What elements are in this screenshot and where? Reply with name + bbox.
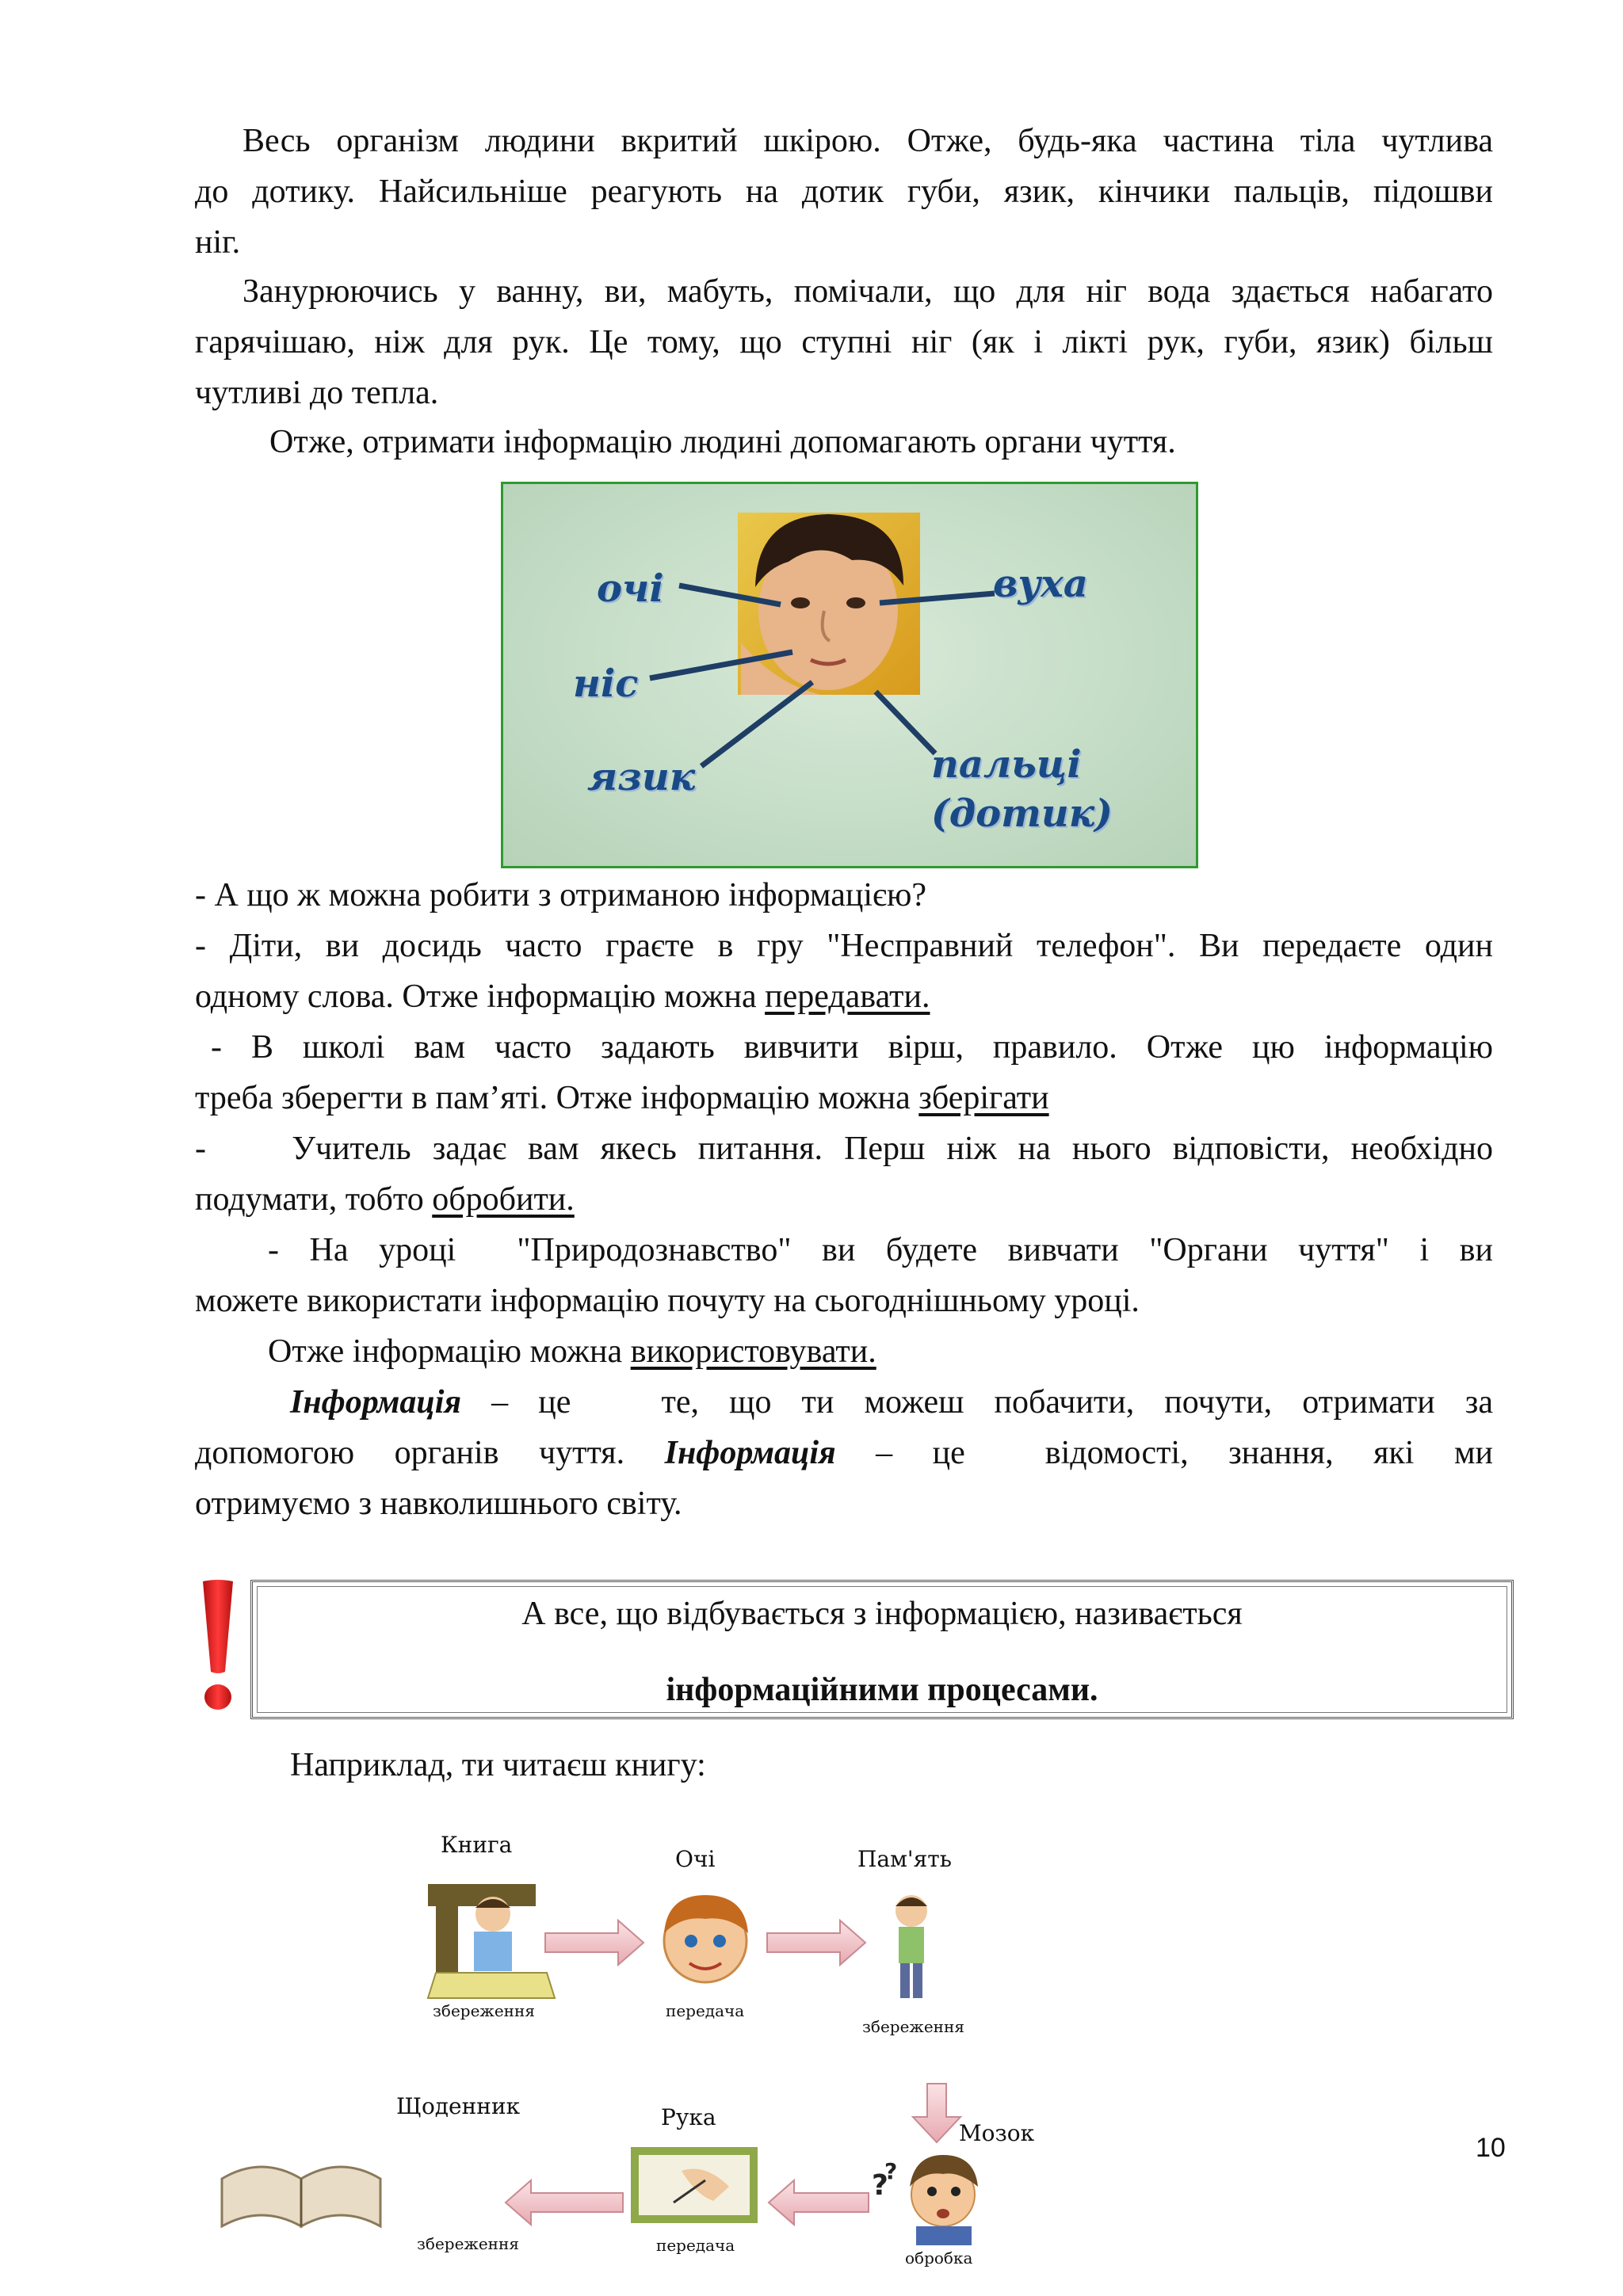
dialogue-4-line-1: - На уроці "Природознавство" ви будете вивчати "Органи чуття" і ви [268, 1232, 1493, 1268]
exclamation-icon [197, 1578, 239, 1713]
flow-caption-book: збереження [433, 2001, 535, 2020]
callout-box [250, 1580, 1514, 1719]
confused-boy-icon [872, 2155, 978, 2245]
paragraph-2-line-2: гарячішаю, ніж для рук. Це тому, що ступні ніг (як і лікті рук, губи, язик) більш [195, 324, 1493, 360]
label-eyes: очі [597, 566, 664, 611]
flow-caption-brain: обробка [905, 2248, 973, 2267]
dialogue-1-line-2 [195, 971, 930, 1022]
dialogue-3-line-1: - Учитель задає вам якесь питання. Перш ніж на нього відповісти, необхідно [195, 1131, 1493, 1167]
arrow-memory-to-brain [913, 2084, 960, 2142]
dialogue-2-line-2 [195, 1073, 1049, 1123]
page-number: 10 [1476, 2133, 1506, 2163]
flow-label-brain: Мозок [959, 2120, 1035, 2146]
open-book-icon [222, 2167, 380, 2226]
paragraph-1-line-2: до дотику. Найсильніше реагують на дотик губи, язик, кінчики пальців, підошви [195, 174, 1493, 210]
flow-label-hand: Рука [661, 2104, 716, 2130]
flow-label-eyes: Очі [675, 1846, 716, 1872]
keyword-transmit: передавати. [765, 978, 930, 1015]
senses-figure [501, 482, 1198, 868]
dialogue-4-line-2: можете використати інформацію почуту на сьогоднішньому уроці. [195, 1283, 1140, 1319]
flow-label-diary: Щоденник [396, 2093, 521, 2119]
label-tongue: язик [587, 755, 696, 799]
definition-line-2 [195, 1428, 1493, 1478]
definition-line-2-text: – це відомості, знання, які ми [835, 1435, 1493, 1471]
paragraph-1-line-1: Весь організм людини вкритий шкірою. Отже, будь-яка частина тіла чутлива [242, 123, 1493, 159]
flow-caption-hand: передача [656, 2236, 735, 2255]
definition-line-3: отримуємо з навколишнього світу. [195, 1486, 682, 1522]
flow-caption-eyes: передача [666, 2001, 745, 2020]
paragraph-2-line-3: чутливі до тепла. [195, 375, 439, 411]
book-reading-icon [428, 1884, 555, 1998]
definition-line-1 [290, 1377, 1493, 1428]
dialogue-2-line-1: - В школі вам часто задають вивчити вірш, правило. Отже цю інформацію [211, 1029, 1493, 1066]
writing-hand-icon [631, 2147, 758, 2223]
thinking-boy-icon [896, 1895, 927, 1998]
dialogue-3-text: подумати, тобто [195, 1181, 433, 1218]
flow-label-memory: Пам'ять [857, 1846, 952, 1872]
paragraph-3: Отже, отримати інформацію людині допомагають органи чуття. [269, 424, 1176, 460]
label-fingers: пальці [931, 742, 1082, 787]
dialogue-1-text: одному слова. Отже інформацію можна [195, 978, 766, 1015]
paragraph-1-line-3: ніг. [195, 224, 241, 261]
label-touch: (дотик) [931, 791, 1113, 836]
example-intro: Наприклад, ти читаєш книгу: [290, 1747, 706, 1783]
definition-line-1-text: – це те, що ти можеш побачити, почути, отримати за [461, 1384, 1493, 1421]
definition-term-1: Інформація [290, 1384, 462, 1421]
definition-line-2-pre: допомогою органів чуття. [195, 1435, 665, 1471]
dialogue-3-line-2 [195, 1174, 575, 1225]
dialogue-5-text: Отже інформацію можна [268, 1333, 631, 1370]
keyword-use: використовувати. [630, 1333, 876, 1370]
dialogue-2-text: треба зберегти в пам’яті. Отже інформацію можна [195, 1080, 919, 1116]
dialogue-question: - А що ж можна робити з отриманою інформацією? [195, 877, 927, 913]
definition-term-2: Інформація [664, 1435, 836, 1471]
dialogue-1-line-1: - Діти, ви досидь часто граєте в гру "Несправний телефон". Ви передаєте один [195, 928, 1493, 964]
flow-label-book: Книга [441, 1832, 513, 1858]
flow-diagram-drawing [198, 1822, 1498, 2266]
arrow-brain-to-hand [769, 2180, 869, 2225]
keyword-store: зберігати [918, 1080, 1049, 1116]
flow-caption-memory: збереження [862, 2017, 964, 2036]
label-ears: вуха [993, 562, 1088, 606]
callout-line-1: А все, що відбувається з інформацією, називається [521, 1596, 1243, 1632]
arrow-eyes-to-memory [767, 1920, 865, 1965]
dialogue-5 [268, 1326, 876, 1377]
arrow-hand-to-diary [506, 2180, 623, 2225]
svg-text:?: ? [884, 2158, 898, 2184]
face-icon [664, 1895, 748, 1982]
label-nose: ніс [573, 662, 639, 706]
arrow-book-to-eyes [545, 1920, 643, 1965]
svg-text:?: ? [872, 2169, 888, 2202]
keyword-process: обробити. [432, 1181, 575, 1218]
callout-line-2: інформаційними процесами. [666, 1672, 1098, 1708]
paragraph-2-line-1: Занурюючись у ванну, ви, мабуть, помічали, що для ніг вода здається набагато [242, 273, 1493, 310]
reading-flow-diagram [198, 1822, 1498, 2266]
flow-caption-diary: збереження [417, 2234, 519, 2253]
